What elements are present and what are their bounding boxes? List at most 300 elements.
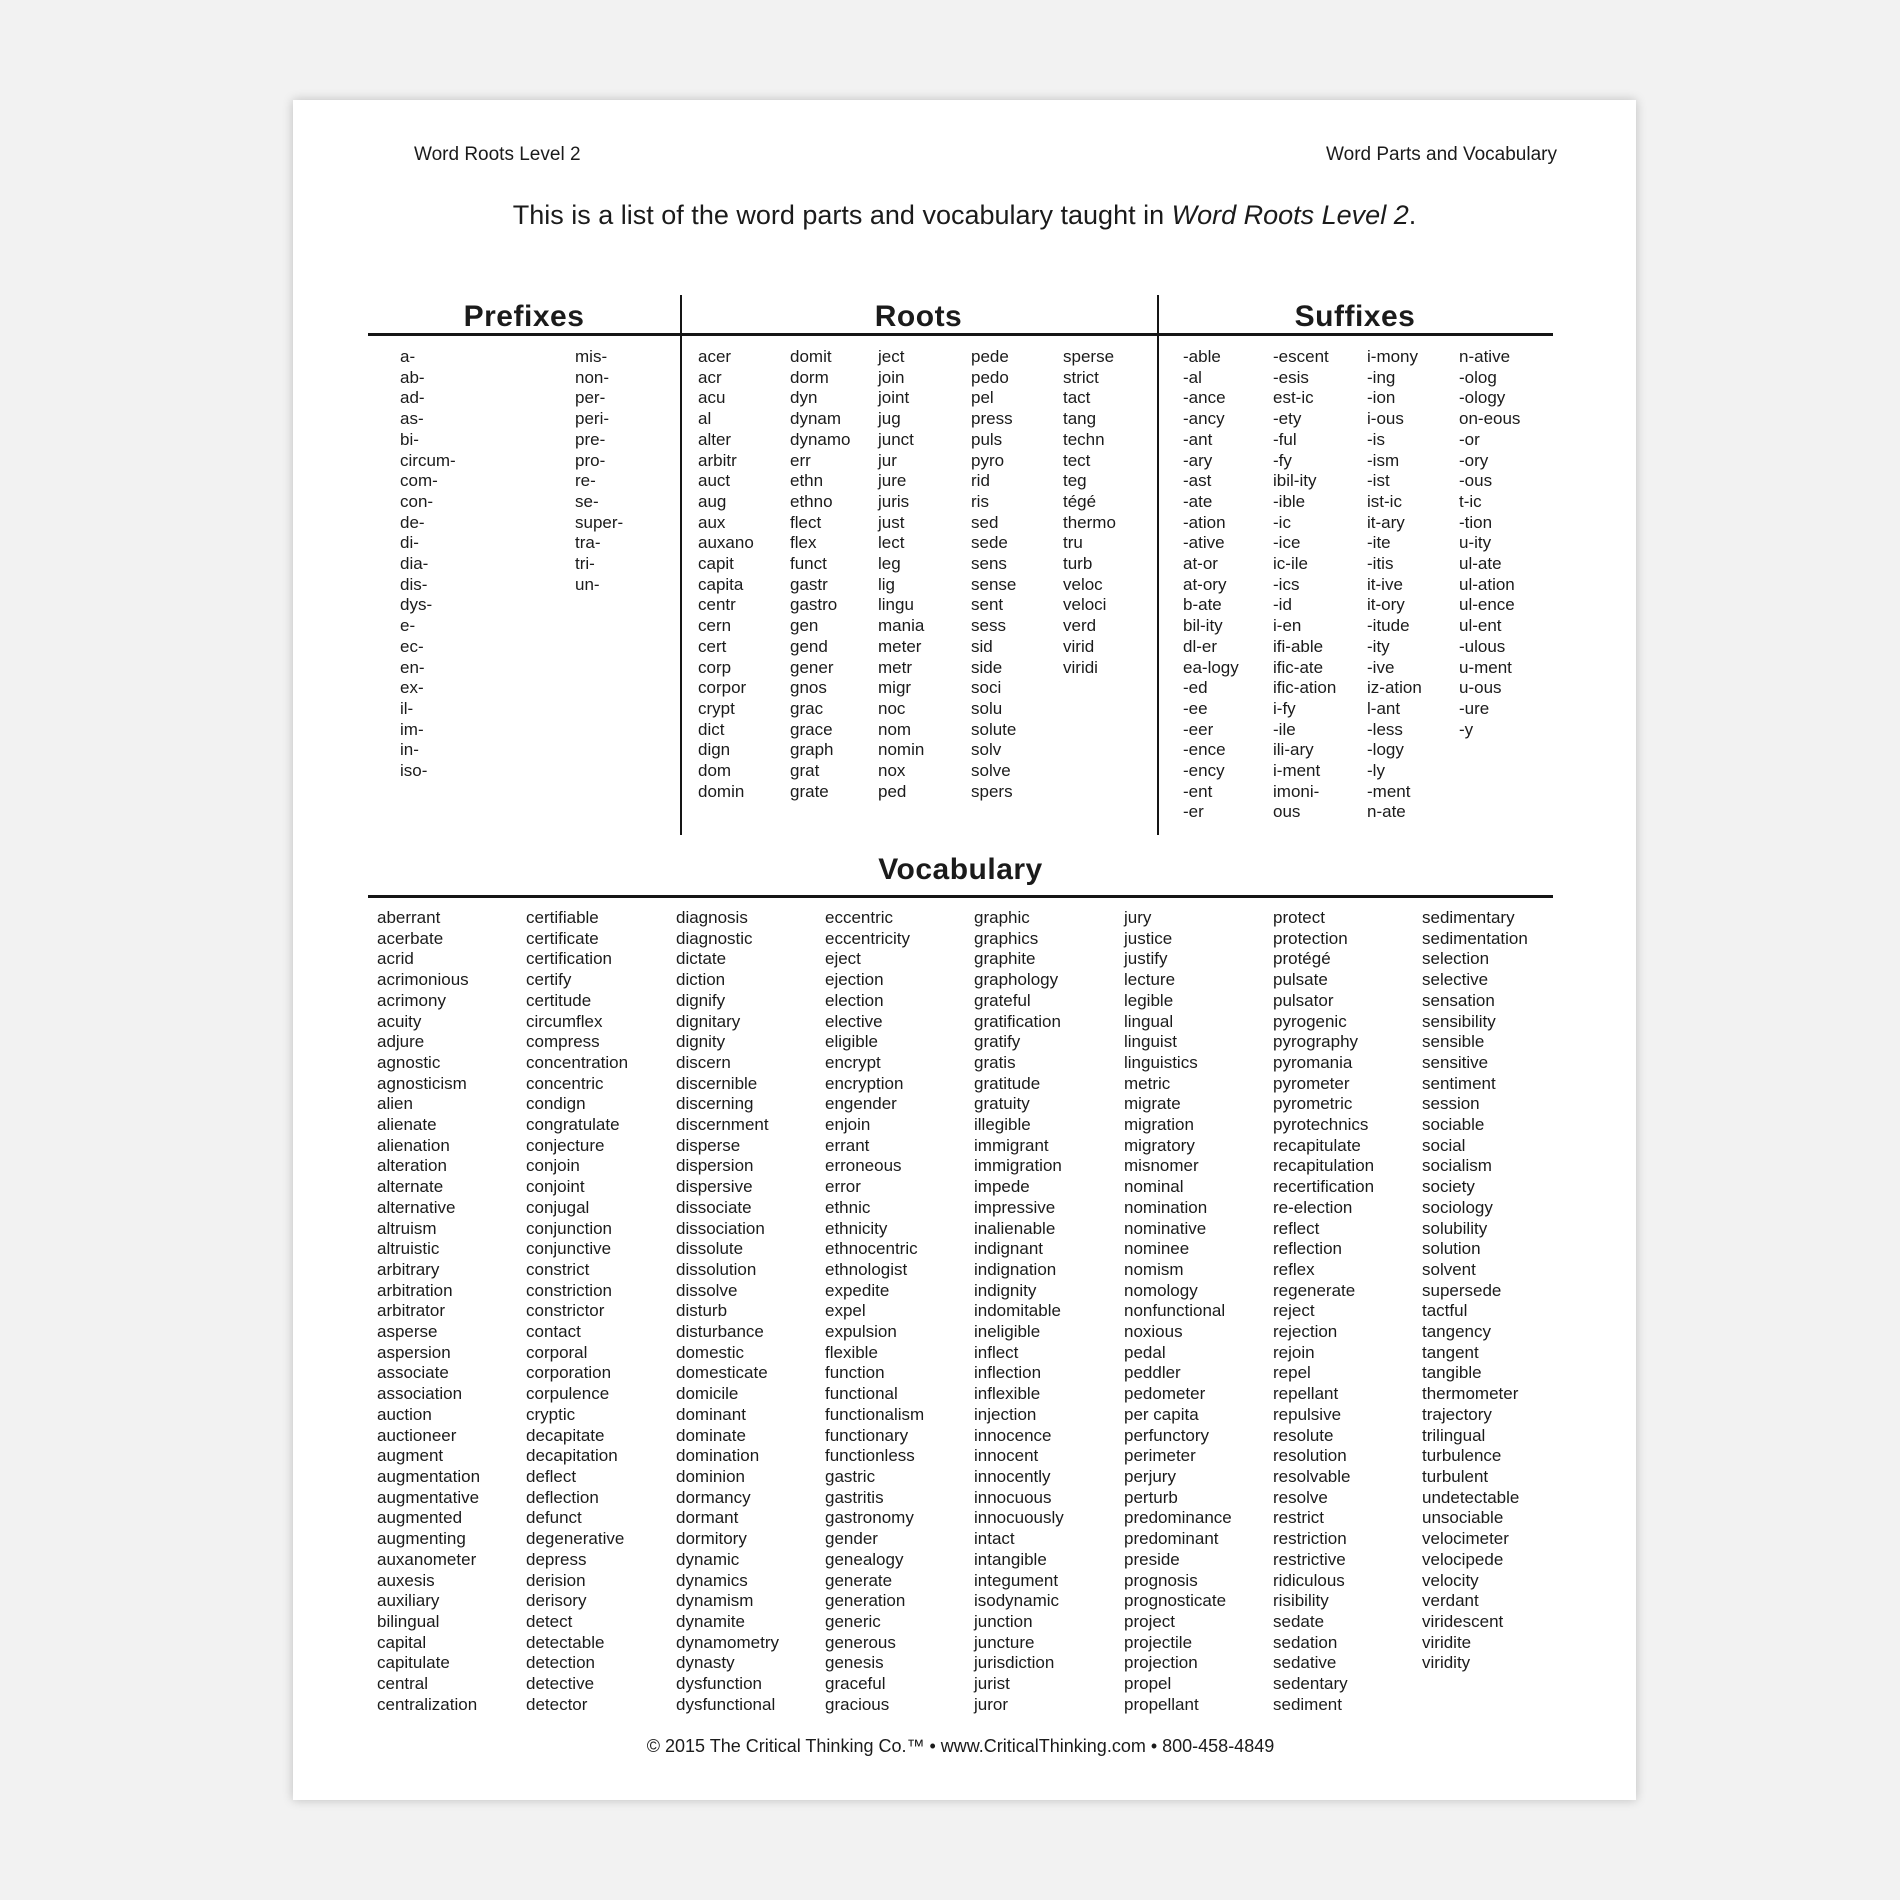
suffixes-column-4 — [1459, 347, 1520, 740]
suffix-item: -ile — [1273, 719, 1296, 739]
vocabulary-word: derision — [526, 1570, 586, 1590]
vocabulary-word: contact — [526, 1322, 581, 1342]
prefix-item: non- — [575, 367, 610, 387]
root-item: sede — [971, 533, 1008, 553]
suffix-item: -ory — [1459, 450, 1489, 470]
root-item: tang — [1063, 409, 1097, 429]
root-item: arbitr — [698, 450, 737, 470]
root-item: virid — [1063, 636, 1095, 656]
vocabulary-word: detector — [526, 1694, 588, 1714]
root-item: gnos — [790, 678, 827, 698]
suffix-item: -is — [1367, 429, 1385, 449]
prefix-item: as- — [400, 409, 424, 429]
vocabulary-word: certitude — [526, 990, 592, 1010]
root-item: jug — [878, 409, 901, 429]
prefixes-column-2 — [575, 347, 623, 595]
vocabulary-word: nominal — [1124, 1177, 1184, 1197]
root-item: rid — [971, 471, 990, 491]
vocabulary-word: indomitable — [974, 1301, 1061, 1321]
vocabulary-word: restriction — [1273, 1529, 1347, 1549]
vocabulary-word: altruistic — [377, 1239, 440, 1259]
word-parts-table — [368, 295, 1553, 835]
vocabulary-word: sensible — [1422, 1032, 1485, 1052]
vocabulary-word: resolution — [1273, 1446, 1347, 1466]
vocabulary-word: disturbance — [676, 1322, 764, 1342]
vocabulary-word: predominance — [1124, 1508, 1232, 1528]
title-book-name: Word Roots Level 2 — [1171, 200, 1409, 230]
running-head-left: Word Roots Level 2 — [414, 144, 581, 165]
suffix-item: n-ate — [1367, 802, 1406, 822]
vocabulary-word: dominion — [676, 1466, 745, 1486]
root-item: noc — [878, 698, 906, 718]
vocabulary-word: dictate — [676, 949, 727, 969]
vocabulary-word: ethnicity — [825, 1218, 888, 1238]
root-item: tégé — [1063, 491, 1097, 511]
vocabulary-word: grateful — [974, 990, 1031, 1010]
root-item: join — [878, 367, 905, 387]
root-item: ethn — [790, 471, 824, 491]
suffix-item: -ing — [1367, 367, 1396, 387]
root-item: corp — [698, 657, 732, 677]
vocabulary-word: dynasty — [676, 1653, 735, 1673]
suffix-item: -ment — [1367, 781, 1411, 801]
vocabulary-word: defunct — [526, 1508, 582, 1528]
vocabulary-word: expulsion — [825, 1322, 897, 1342]
vocabulary-word: graphics — [974, 928, 1039, 948]
vocabulary-word: dynamometry — [676, 1632, 779, 1652]
root-item: grac — [790, 698, 824, 718]
vocabulary-word: dispersive — [676, 1177, 753, 1197]
vocabulary-word: diagnosis — [676, 908, 748, 927]
vocabulary-word: gracious — [825, 1694, 890, 1714]
vocabulary-word: nomination — [1124, 1197, 1208, 1217]
vocabulary-word: elective — [825, 1011, 883, 1031]
vocabulary-word: projection — [1124, 1653, 1198, 1673]
suffix-item: i-fy — [1273, 698, 1296, 718]
vocabulary-word: prognosis — [1124, 1570, 1198, 1590]
vocabulary-word: capital — [377, 1632, 427, 1652]
vocabulary-word: depress — [526, 1549, 587, 1569]
vocabulary-word: associate — [377, 1363, 449, 1383]
suffix-item: ili-ary — [1273, 740, 1314, 760]
suffix-item: -ary — [1183, 450, 1213, 470]
vocabulary-word: linguist — [1124, 1032, 1177, 1052]
root-item: thermo — [1063, 512, 1116, 532]
root-item: acu — [698, 388, 726, 408]
prefix-item: iso- — [400, 761, 428, 781]
vocabulary-word: impede — [974, 1177, 1030, 1197]
root-item: lect — [878, 533, 905, 553]
vocabulary-word: pyrogenic — [1273, 1011, 1347, 1031]
root-item: verd — [1063, 616, 1097, 636]
root-item: nom — [878, 719, 912, 739]
vocabulary-word: conjunctive — [526, 1239, 612, 1259]
root-item: sense — [971, 574, 1017, 594]
vocabulary-word: perimeter — [1124, 1446, 1196, 1466]
suffixes-heading: Suffixes — [1294, 300, 1416, 333]
vocabulary-word: gastric — [825, 1466, 876, 1486]
suffix-item: ul-ation — [1459, 574, 1515, 594]
root-item: dynamo — [790, 429, 851, 449]
vocabulary-word: legible — [1124, 990, 1174, 1010]
vocabulary-word: auxesis — [377, 1570, 435, 1590]
vocabulary-word: functionless — [825, 1446, 915, 1466]
vocabulary-word: resolvable — [1273, 1466, 1351, 1486]
vocabulary-word: juncture — [974, 1632, 1035, 1652]
vocabulary-word: sedate — [1273, 1611, 1325, 1631]
vocabulary-word: sociology — [1422, 1197, 1493, 1217]
vocabulary-word: detect — [526, 1611, 573, 1631]
root-item: solute — [971, 719, 1017, 739]
vocabulary-word: per capita — [1124, 1404, 1199, 1424]
suffix-item: ific-ation — [1273, 678, 1337, 698]
vocabulary-word: indignant — [974, 1239, 1044, 1259]
vocabulary-column-4 — [825, 908, 924, 1715]
vocabulary-word: dormancy — [676, 1487, 751, 1507]
vocabulary-word: bilingual — [377, 1611, 440, 1631]
vocabulary-word: protection — [1273, 928, 1348, 948]
prefix-item: con- — [400, 491, 434, 511]
root-item: ped — [878, 781, 907, 801]
vocabulary-word: selective — [1422, 970, 1489, 990]
suffix-item: -ulous — [1459, 636, 1506, 656]
root-item: metr — [878, 657, 912, 677]
vocabulary-word: dominant — [676, 1404, 746, 1424]
vocabulary-word: indignity — [974, 1280, 1037, 1300]
vocabulary-word: compress — [526, 1032, 600, 1052]
suffix-item: -itis — [1367, 554, 1394, 574]
prefix-item: il- — [400, 698, 414, 718]
vocabulary-word: aspersion — [377, 1342, 451, 1362]
vocabulary-word: degenerative — [526, 1529, 625, 1549]
root-item: dorm — [790, 367, 829, 387]
vocabulary-word: genealogy — [825, 1549, 904, 1569]
vocabulary-word: eligible — [825, 1032, 878, 1052]
vocabulary-word: capitulate — [377, 1653, 450, 1673]
vocabulary-word: predominant — [1124, 1529, 1219, 1549]
root-item: mania — [878, 616, 925, 636]
vocabulary-word: innocuously — [974, 1508, 1064, 1528]
vocabulary-word: auction — [377, 1404, 432, 1424]
vocabulary-word: discernment — [676, 1115, 769, 1135]
root-item: cert — [698, 636, 727, 656]
prefix-item: dis- — [400, 574, 428, 594]
vocabulary-word: erroneous — [825, 1156, 902, 1176]
root-item: nox — [878, 761, 906, 781]
vocabulary-word: tactful — [1422, 1301, 1468, 1321]
vocabulary-word: tangent — [1422, 1342, 1479, 1362]
word-parts-top-rule — [368, 333, 1553, 336]
vocabulary-word: pyrotechnics — [1273, 1115, 1369, 1135]
vocabulary-word: functionary — [825, 1425, 909, 1445]
suffix-item: -id — [1273, 595, 1292, 615]
vocabulary-word: dignity — [676, 1032, 726, 1052]
vocabulary-word: dignitary — [676, 1011, 741, 1031]
vocabulary-word: recertification — [1273, 1177, 1375, 1197]
vocabulary-word: functional — [825, 1384, 898, 1404]
page-title — [293, 200, 1636, 231]
vocabulary-word: innocent — [974, 1446, 1039, 1466]
suffix-item: -al — [1183, 367, 1202, 387]
root-item: err — [790, 450, 811, 470]
root-item: ject — [878, 347, 905, 366]
suffix-item: -eer — [1183, 719, 1214, 739]
vocabulary-word: domicile — [676, 1384, 739, 1404]
vocabulary-word: agnostic — [377, 1052, 441, 1072]
vocabulary-word: pyrometric — [1273, 1094, 1353, 1114]
prefix-item: re- — [575, 471, 596, 491]
vocabulary-word: junction — [974, 1611, 1033, 1631]
vocabulary-word: dormitory — [676, 1529, 747, 1549]
root-item: grat — [790, 761, 820, 781]
vocabulary-word: aberrant — [377, 908, 441, 927]
suffix-item: imoni- — [1273, 781, 1320, 801]
suffix-item: -ice — [1273, 533, 1301, 553]
vocabulary-word: disperse — [676, 1135, 741, 1155]
vocabulary-word: ethnocentric — [825, 1239, 918, 1259]
suffix-item: -ion — [1367, 388, 1396, 408]
vocabulary-word: supersede — [1422, 1280, 1502, 1300]
root-item: funct — [790, 554, 827, 574]
root-item: gastr — [790, 574, 828, 594]
vocabulary-word: generate — [825, 1570, 893, 1590]
prefix-item: se- — [575, 491, 599, 511]
vocabulary-word: undetectable — [1422, 1487, 1520, 1507]
vocabulary-word: recapitulation — [1273, 1156, 1375, 1176]
vocabulary-word: lingual — [1124, 1011, 1174, 1031]
suffix-item: i-mony — [1367, 347, 1419, 366]
suffix-item: -ite — [1367, 533, 1391, 553]
vocabulary-word: migration — [1124, 1115, 1194, 1135]
vocabulary-word: solubility — [1422, 1218, 1488, 1238]
suffix-item: -olog — [1459, 367, 1497, 387]
vocabulary-word: nomology — [1124, 1280, 1198, 1300]
root-item: aug — [698, 491, 727, 511]
vocabulary-word: dissolute — [676, 1239, 744, 1259]
root-item: solu — [971, 698, 1003, 718]
root-item: flex — [790, 533, 817, 553]
vocabulary-word: jurist — [974, 1674, 1010, 1694]
vocabulary-word: re-election — [1273, 1197, 1353, 1217]
vocabulary-word: decapitation — [526, 1446, 618, 1466]
vocabulary-word: impressive — [974, 1197, 1056, 1217]
vocabulary-word: turbulence — [1422, 1446, 1502, 1466]
suffix-item: -ancy — [1183, 409, 1225, 429]
root-item: grate — [790, 781, 829, 801]
vocabulary-word: conjoint — [526, 1177, 585, 1197]
vocabulary-word: sentiment — [1422, 1073, 1496, 1093]
vocabulary-column-2 — [526, 908, 628, 1715]
roots-suffixes-divider — [1157, 295, 1159, 835]
vocabulary-word: repulsive — [1273, 1404, 1342, 1424]
vocabulary-word: acrid — [377, 949, 414, 969]
root-item: dynam — [790, 409, 842, 429]
root-item: juris — [878, 491, 910, 511]
root-item: viridi — [1063, 657, 1098, 677]
vocabulary-section — [368, 850, 1553, 1725]
prefix-item: en- — [400, 657, 425, 677]
vocabulary-word: trilingual — [1422, 1425, 1486, 1445]
vocabulary-word: gastronomy — [825, 1508, 914, 1528]
suffix-item: -ency — [1183, 761, 1225, 781]
root-item: strict — [1063, 367, 1099, 387]
vocabulary-word: reflect — [1273, 1218, 1320, 1238]
vocabulary-word: generous — [825, 1632, 896, 1652]
vocabulary-word: pyrography — [1273, 1032, 1359, 1052]
suffix-item: -ly — [1367, 761, 1385, 781]
vocabulary-word: deflect — [526, 1466, 577, 1486]
vocabulary-word: justify — [1124, 949, 1168, 969]
vocabulary-word: pyrometer — [1273, 1073, 1350, 1093]
root-item: domin — [698, 781, 745, 801]
suffix-item: -ic — [1273, 512, 1291, 532]
vocabulary-word: error — [825, 1177, 861, 1197]
root-item: crypt — [698, 698, 735, 718]
vocabulary-word: dissolution — [676, 1259, 757, 1279]
suffix-item: -logy — [1367, 740, 1404, 760]
vocabulary-word: corporal — [526, 1342, 588, 1362]
vocabulary-word: velocipede — [1422, 1549, 1504, 1569]
vocabulary-word: restrictive — [1273, 1549, 1346, 1569]
prefix-item: com- — [400, 471, 438, 491]
vocabulary-word: nominee — [1124, 1239, 1190, 1259]
roots-column-3 — [878, 347, 924, 802]
suffix-item: -ist — [1367, 471, 1390, 491]
vocabulary-word: gender — [825, 1529, 878, 1549]
prefix-item: ab- — [400, 367, 425, 387]
prefix-item: pre- — [575, 429, 606, 449]
vocabulary-word: conjunction — [526, 1218, 613, 1238]
root-item: press — [971, 409, 1013, 429]
vocabulary-word: social — [1422, 1135, 1466, 1155]
vocabulary-word: conjoin — [526, 1156, 580, 1176]
vocabulary-word: constriction — [526, 1280, 612, 1300]
root-item: alter — [698, 429, 732, 449]
vocabulary-word: sedation — [1273, 1632, 1338, 1652]
root-item: migr — [878, 678, 912, 698]
prefix-item: e- — [400, 616, 416, 636]
suffix-item: -ology — [1459, 388, 1506, 408]
prefix-item: im- — [400, 719, 424, 739]
suffix-item: -less — [1367, 719, 1403, 739]
vocabulary-word: graphology — [974, 970, 1059, 990]
roots-heading: Roots — [874, 300, 963, 333]
suffix-item: -ism — [1367, 450, 1400, 470]
vocabulary-word: indignation — [974, 1259, 1057, 1279]
vocabulary-word: generation — [825, 1591, 906, 1611]
vocabulary-word: alienation — [377, 1135, 450, 1155]
vocabulary-word: disturb — [676, 1301, 728, 1321]
vocabulary-word: circumflex — [526, 1011, 603, 1031]
suffix-item: u-ity — [1459, 533, 1492, 553]
vocabulary-word: intact — [974, 1529, 1015, 1549]
root-item: auxano — [698, 533, 754, 553]
root-item: aux — [698, 512, 726, 532]
vocabulary-column-3 — [676, 908, 779, 1715]
vocabulary-word: ethnic — [825, 1197, 871, 1217]
suffix-item: -ful — [1273, 429, 1297, 449]
vocabulary-word: reflection — [1273, 1239, 1342, 1259]
prefix-item: per- — [575, 388, 606, 408]
vocabulary-word: derisory — [526, 1591, 587, 1611]
suffix-item: -ive — [1367, 657, 1395, 677]
suffix-item: it-ory — [1367, 595, 1405, 615]
suffix-item: ific-ate — [1273, 657, 1324, 677]
vocabulary-word: auctioneer — [377, 1425, 457, 1445]
vocabulary-word: dysfunction — [676, 1674, 762, 1694]
root-item: grace — [790, 719, 833, 739]
vocabulary-word: metric — [1124, 1073, 1171, 1093]
roots-column-2 — [790, 347, 850, 802]
root-item: nomin — [878, 740, 925, 760]
suffix-item: ul-ent — [1459, 616, 1502, 636]
vocabulary-word: augment — [377, 1446, 444, 1466]
root-item: spers — [971, 781, 1013, 801]
vocabulary-word: ethnologist — [825, 1259, 908, 1279]
vocabulary-word: ineligible — [974, 1322, 1041, 1342]
vocabulary-word: sediment — [1273, 1694, 1342, 1714]
root-item: centr — [698, 595, 736, 615]
vocabulary-word: diagnostic — [676, 928, 753, 948]
vocabulary-word: viridescent — [1422, 1611, 1504, 1631]
prefixes-roots-divider — [680, 295, 682, 835]
root-item: tect — [1063, 450, 1091, 470]
vocabulary-word: velocity — [1422, 1570, 1479, 1590]
vocabulary-word: dynamic — [676, 1549, 740, 1569]
vocabulary-word: pulsator — [1273, 990, 1334, 1010]
vocabulary-word: graphic — [974, 908, 1030, 927]
vocabulary-word: augmented — [377, 1508, 463, 1528]
prefix-item: a- — [400, 347, 416, 366]
prefix-item: ad- — [400, 388, 425, 408]
suffix-item: -ast — [1183, 471, 1212, 491]
vocabulary-word: projectile — [1124, 1632, 1193, 1652]
vocabulary-word: certifiable — [526, 908, 599, 927]
root-item: junct — [878, 429, 914, 449]
prefixes-column-1 — [400, 347, 456, 782]
vocabulary-word: concentration — [526, 1052, 629, 1072]
vocabulary-word: augmentative — [377, 1487, 480, 1507]
vocabulary-word: resolve — [1273, 1487, 1328, 1507]
prefix-item: tra- — [575, 533, 601, 553]
suffix-item: ifi-able — [1273, 636, 1324, 656]
root-item: pedo — [971, 367, 1009, 387]
root-item: al — [698, 409, 712, 429]
suffix-item: -er — [1183, 802, 1204, 822]
vocabulary-word: election — [825, 990, 884, 1010]
vocabulary-word: detection — [526, 1653, 595, 1673]
vocabulary-word: alternative — [377, 1197, 456, 1217]
vocabulary-word: perturb — [1124, 1487, 1178, 1507]
vocabulary-column-5 — [974, 908, 1064, 1715]
prefix-item: pro- — [575, 450, 606, 470]
vocabulary-word: functionalism — [825, 1404, 925, 1424]
vocabulary-word: conjecture — [526, 1135, 605, 1155]
prefix-item: tri- — [575, 554, 595, 574]
vocabulary-word: justice — [1124, 928, 1173, 948]
vocabulary-word: dormant — [676, 1508, 739, 1528]
vocabulary-word: gratuity — [974, 1094, 1030, 1114]
suffix-item: bil-ity — [1183, 616, 1223, 636]
vocabulary-word: engender — [825, 1094, 897, 1114]
root-item: dign — [698, 740, 731, 760]
vocabulary-word: eject — [825, 949, 861, 969]
vocabulary-column-1 — [377, 908, 480, 1715]
root-item: sid — [971, 636, 993, 656]
root-item: gastro — [790, 595, 838, 615]
suffix-item: -ence — [1183, 740, 1226, 760]
vocabulary-word: dispersion — [676, 1156, 754, 1176]
